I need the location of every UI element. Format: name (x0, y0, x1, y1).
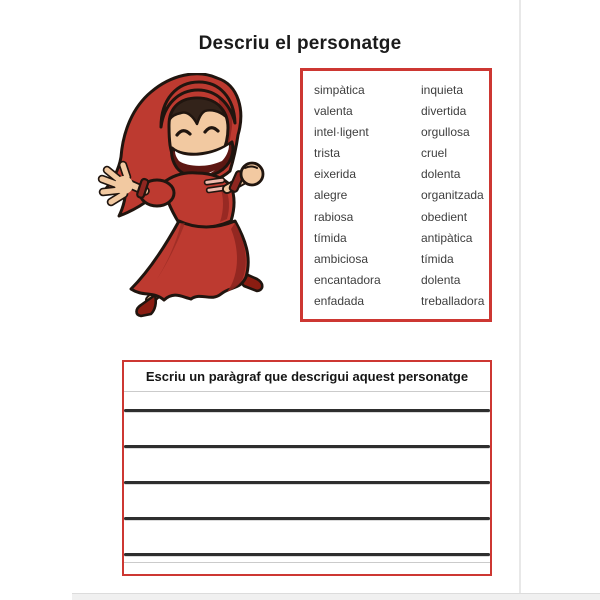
word-item: ambiciosa (314, 251, 369, 266)
page-right-edge (519, 0, 521, 594)
page-bottom-edge (72, 593, 600, 600)
word-item: cruel (421, 146, 448, 161)
word-item: orgullosa (421, 125, 470, 140)
word-item: inquieta (421, 83, 464, 97)
word-item: alegre (314, 188, 348, 203)
word-item: simpàtica (314, 83, 365, 97)
word-column-1 (314, 80, 421, 312)
paragraph-box (122, 360, 492, 576)
word-item: enfadada (314, 293, 365, 308)
writing-line (124, 517, 490, 520)
writing-line (124, 445, 490, 448)
red-riding-hood-illustration (93, 73, 285, 319)
word-item: divertida (421, 104, 467, 119)
word-item: eixerida (314, 167, 357, 182)
writing-line (124, 553, 490, 556)
page-title: Descriu el personatge (198, 33, 402, 54)
word-item: organitzada (421, 188, 484, 203)
word-item: intel·ligent (314, 125, 369, 140)
word-item: tímida (421, 251, 454, 266)
word-item: dolenta (421, 167, 461, 182)
writing-line (124, 409, 490, 412)
word-column-2 (421, 80, 489, 312)
word-item: encantadora (314, 272, 381, 287)
word-item: valenta (314, 104, 353, 119)
word-columns (303, 71, 489, 312)
word-item: tímida (314, 230, 347, 245)
left-hand (117, 178, 132, 193)
writing-line (124, 481, 490, 484)
word-item: dolenta (421, 272, 461, 287)
word-item: obedient (421, 209, 468, 224)
word-item: antipàtica (421, 230, 473, 245)
word-bank-box (300, 68, 492, 322)
word-item: treballadora (421, 293, 485, 308)
word-item: trista (314, 146, 341, 161)
writing-lines (124, 391, 490, 563)
paragraph-heading: Escriu un paràgraf que descrigui aquest personatge (145, 369, 469, 384)
word-item: rabiosa (314, 209, 354, 224)
